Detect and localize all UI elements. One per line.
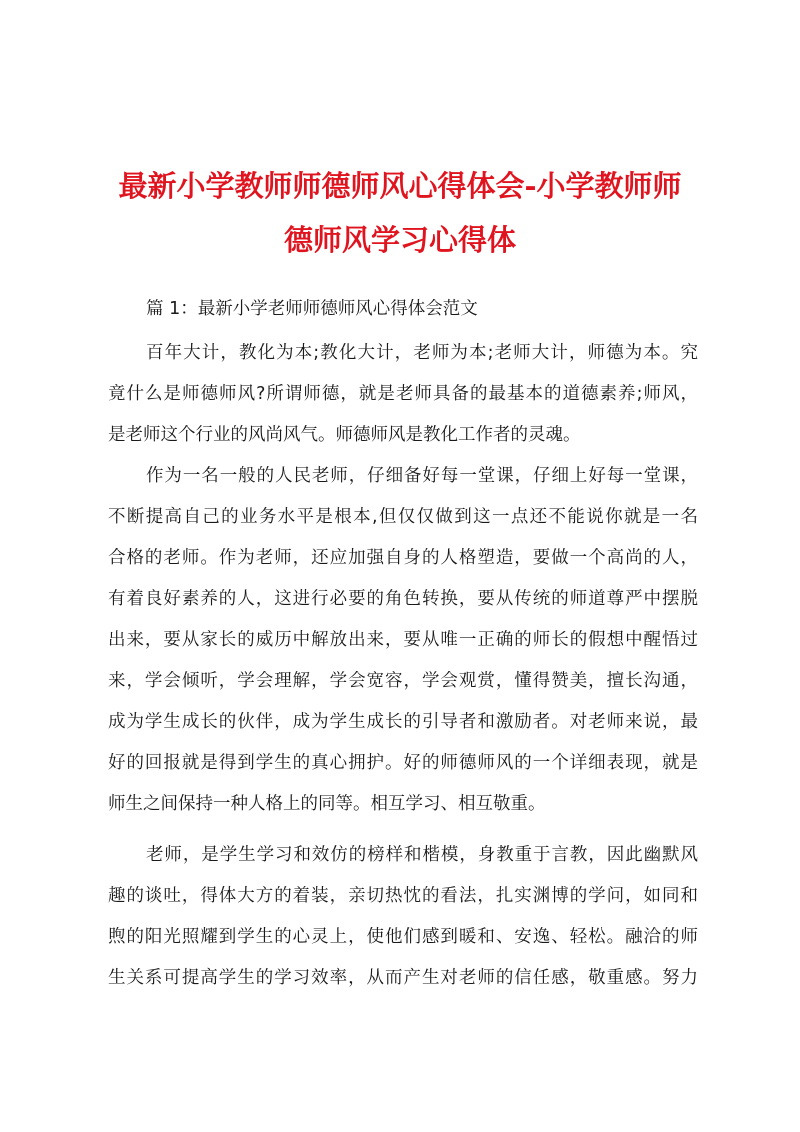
paragraph-1-line-3: 是老师这个行业的风尚风气。师德师风是教化工作者的灵魂。 <box>108 425 581 445</box>
paragraph-3-line-4: 生关系可提高学生的学习效率，从而产生对老师的信任感，敬重感。努力 <box>108 968 698 988</box>
paragraph-2-line-7: 成为学生成长的伙伴，成为学生成长的引导者和激励者。对老师来说，最 <box>108 712 698 732</box>
paragraph-2-line-3: 合格的老师。作为老师，还应加强自身的人格塑造，要做一个高尚的人， <box>108 548 698 568</box>
paragraph-2-line-4: 有着良好素养的人，这进行必要的角色转换，要从传统的师道尊严中摆脱 <box>108 589 698 609</box>
paragraph-2-line-8: 好的回报就是得到学生的真心拥护。好的师德师风的一个详细表现，就是 <box>108 753 698 773</box>
document-title-line-1: 最新小学教师师德师风心得体会-小学教师师 <box>118 169 682 203</box>
paragraph-3-line-2: 趣的谈吐，得体大方的着装，亲切热忱的看法，扎实渊博的学问，如同和 <box>108 886 698 906</box>
paragraph-2-line-1: 作为一名一般的人民老师，仔细备好每一堂课，仔细上好每一堂课， <box>146 466 698 486</box>
document-title-line-2: 德师风学习心得体 <box>283 223 516 257</box>
paragraph-1-line-2: 竟什么是师德师风?所谓师德，就是老师具备的最基本的道德素养;师风， <box>108 384 698 404</box>
paragraph-1-line-1: 百年大计，教化为本;教化大计，老师为本;老师大计，师德为本。究 <box>146 343 698 363</box>
paragraph-2-line-9: 师生之间保持一种人格上的同等。相互学习、相互敬重。 <box>108 794 546 814</box>
paragraph-2-line-6: 来，学会倾听，学会理解，学会宽容，学会观赏，懂得赞美，擅长沟通， <box>108 671 698 691</box>
paragraph-2-line-2: 不断提高自己的业务水平是根本,但仅仅做到这一点还不能说你就是一名 <box>108 507 698 527</box>
paragraph-3-line-1: 老师，是学生学习和效仿的榜样和楷模，身教重于言教，因此幽默风 <box>146 845 698 865</box>
section-heading: 篇 1：最新小学老师师德师风心得体会范文 <box>146 299 478 319</box>
paragraph-2-line-5: 出来，要从家长的威历中解放出来，要从唯一正确的师长的假想中醒悟过 <box>108 630 698 650</box>
paragraph-3-line-3: 煦的阳光照耀到学生的心灵上，使他们感到暖和、安逸、轻松。融洽的师 <box>108 927 698 947</box>
